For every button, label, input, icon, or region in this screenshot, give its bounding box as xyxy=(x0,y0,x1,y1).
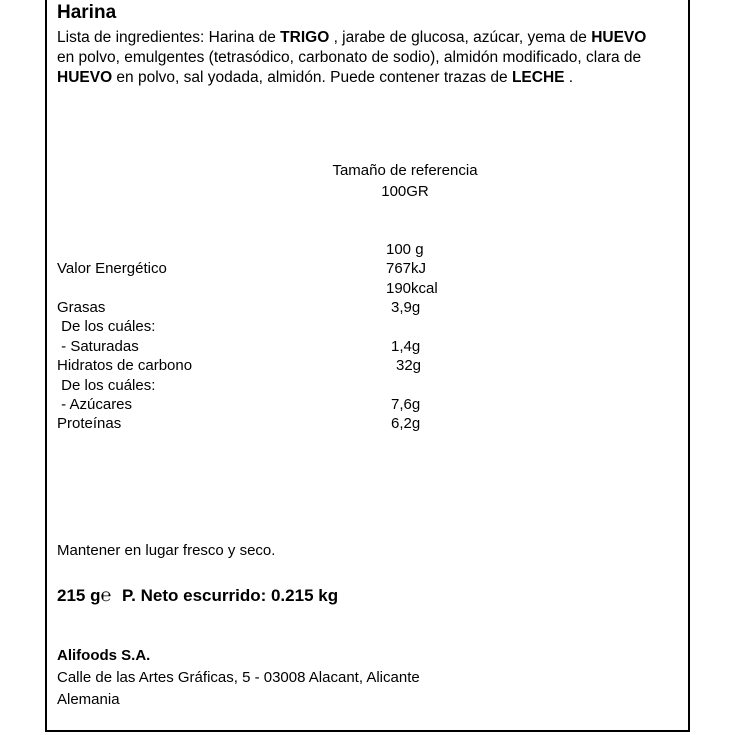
ingredients-part: Harina de xyxy=(208,29,281,46)
nutrition-row-value: 7,6g xyxy=(391,396,421,413)
nutrition-row-value: 1,4g xyxy=(391,338,421,355)
nutrition-column-header: 100 g xyxy=(386,241,424,258)
ingredients-part: en polvo, emulgentes (tetrasódico, carbonato de sodio), almidón modificado, clara de xyxy=(57,49,642,66)
reference-size-label: Tamaño de referencia xyxy=(332,162,478,179)
manufacturer-name: Alifoods S.A. xyxy=(57,647,151,664)
reference-size-value: 100GR xyxy=(381,183,429,200)
nutrition-row-value: 6,2g xyxy=(391,415,421,432)
nutrition-row-value: 32g xyxy=(396,357,422,374)
ingredients-list xyxy=(57,28,647,88)
nutrition-row-label: Grasas xyxy=(57,299,106,316)
nutrition-row-label: - Saturadas xyxy=(57,338,139,355)
allergen-milk: LECHE xyxy=(511,69,565,86)
nutrition-row-label: De los cuáles: xyxy=(57,377,156,394)
net-weight-line xyxy=(57,585,338,606)
ingredients-part: . xyxy=(564,69,574,86)
allergen-egg: HUEVO xyxy=(591,29,647,46)
drained-weight: P. Neto escurrido: 0.215 kg xyxy=(122,586,339,605)
ingredients-part: en polvo, sal yodada, almidón. Puede contener trazas de xyxy=(112,69,512,86)
storage-instructions: Mantener en lugar fresco y seco. xyxy=(57,542,276,559)
nutrition-row-label: De los cuáles: xyxy=(57,318,156,335)
nutrition-row-value: 767kJ xyxy=(386,260,427,277)
ingredients-label: Lista de ingredientes: xyxy=(57,29,209,46)
nutrition-row-value: 3,9g xyxy=(391,299,421,316)
net-weight: 215 g xyxy=(57,586,101,605)
manufacturer-country: Alemania xyxy=(57,691,120,708)
product-title: Harina xyxy=(57,2,117,23)
nutrition-row-value: 190kcal xyxy=(386,280,438,297)
ingredients-part: , jarabe de glucosa, azúcar, yema de xyxy=(329,29,592,46)
allergen-wheat: TRIGO xyxy=(280,29,330,46)
allergen-egg: HUEVO xyxy=(57,69,113,86)
nutrition-row-label: - Azúcares xyxy=(57,396,133,413)
estimated-sign-icon: ℮ xyxy=(100,585,112,605)
nutrition-row-label: Hidratos de carbono xyxy=(57,357,193,374)
nutrition-row-label: Proteínas xyxy=(57,415,122,432)
nutrition-row-label: Valor Energético xyxy=(57,260,167,277)
manufacturer-address: Calle de las Artes Gráficas, 5 - 03008 Alacant, Alicante xyxy=(57,669,420,686)
